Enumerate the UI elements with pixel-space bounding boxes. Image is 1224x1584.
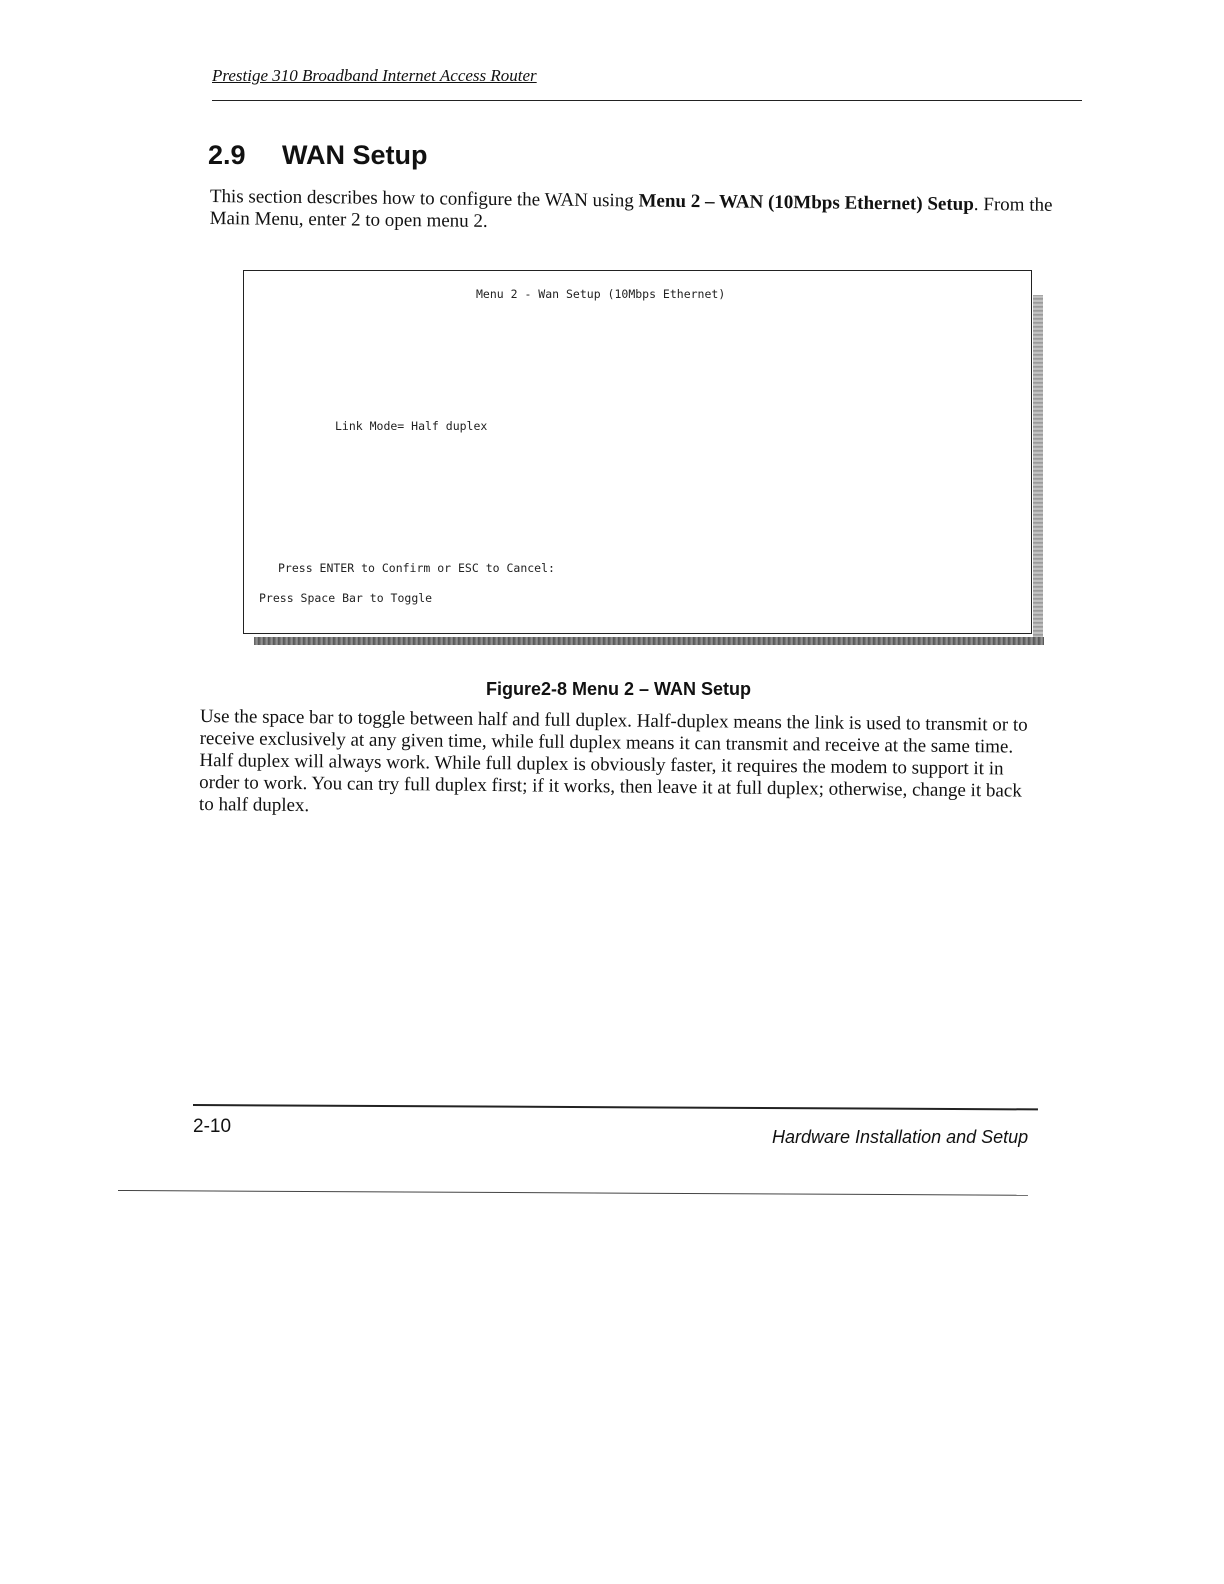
intro-menu-name: Menu 2 – WAN (10Mbps Ethernet) Setup <box>638 190 974 215</box>
page-number: 2-10 <box>193 1116 232 1137</box>
screen-menu-title: Menu 2 - Wan Setup (10Mbps Ethernet) <box>476 287 726 301</box>
screen-shadow-right <box>1033 295 1043 645</box>
intro-text-end: . From the Main Menu, enter 2 to open menu 2. <box>209 194 1053 232</box>
intro-paragraph <box>210 186 1070 239</box>
screen-link-mode: Link Mode= Half duplex <box>335 419 488 433</box>
chapter-title: Hardware Installation and Setup <box>772 1127 1029 1147</box>
section-number: 2.9 <box>208 140 246 170</box>
terminal-screen-figure <box>243 270 1032 634</box>
bottom-rule <box>118 1190 1028 1196</box>
header-rule <box>212 100 1082 101</box>
section-heading <box>208 140 428 171</box>
screen-shadow-bottom <box>254 637 1044 645</box>
screen-toggle-prompt: Press Space Bar to Toggle <box>259 591 433 605</box>
screen-confirm-prompt: Press ENTER to Confirm or ESC to Cancel: <box>278 561 555 575</box>
footer-rule <box>193 1104 1038 1110</box>
running-header: Prestige 310 Broadband Internet Access Router <box>212 66 537 85</box>
section-title: WAN Setup <box>282 140 428 170</box>
body-paragraph: Use the space bar to toggle between half and full duplex. Half-duplex means the link is used to transmit or to receive exclusively at any given time, while full duplex means it can transmit and receive at the same time. Half duplex will always work. While full duplex is obviously faster, it requires the modem to support it in order to work. You can try full duplex first; if it works, then leave it at full duplex; otherwise, change it back to half duplex. <box>198 706 1028 817</box>
intro-text-start: This section describes how to configure the WAN using <box>209 186 639 212</box>
figure-caption: Figure2-8 Menu 2 – WAN Setup <box>486 679 752 699</box>
